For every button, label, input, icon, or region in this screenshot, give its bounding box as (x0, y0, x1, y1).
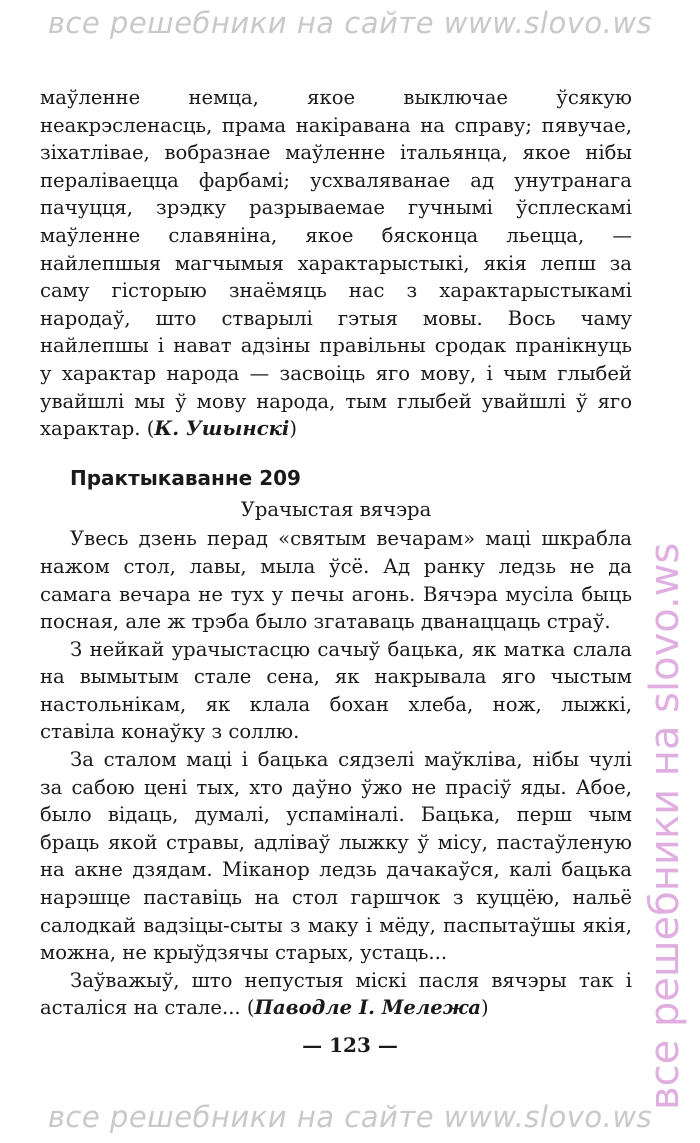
page-content (40, 84, 632, 1022)
header-watermark: все решебники на сайте www.slovo.ws (47, 6, 653, 40)
exercise-heading: Практыкаванне 209 (70, 465, 301, 490)
page-number: — 123 — (302, 1033, 398, 1057)
author-melezh: Паводле І. Мележа (254, 996, 481, 1020)
last-paragraph-text: Заўважыў, што непустыя міскі пасля вячэры так і асталіся на стале... (40, 968, 632, 1020)
continuation-paragraph: маўленне немца, якое выключае ўсякую неакрэсленасць, прама накіравана на справу; пявучае, зіхатлівае, вобразнае маўленне італьянца, якое нібы пераліваецца фарбамі; усхваляванае ад унутранага пачуцця, зрэдку разрываемае гучнымі ўсплескамі маўленне славяніна, якое бясконца льецца, — найлепшыя магчымыя характарыстыкі, якія лепш за саму гісторыю знаёмяць нас з характарыстыкамі народаў, што стварылі гэтыя мовы. Вось чаму найлепшы і нават адзіны правільны сродак пранікнуць у характар народа — засвоіць яго мову, і чым глыбей увайшлі мы ў мову народа, тым глыбей увайшлі ў яго характар. (К. Ушынскі) (40, 86, 632, 441)
paragraph-4: Заўважыў, што непустыя міскі пасля вячэры так і асталіся на стале... (Паводле І. Мележа) (40, 968, 632, 1020)
paragraph-3: За сталом маці і бацька сядзелі маўкліва, нібы чулі за сабою цені тых, хто даўно ўжо не прасіў яды. Абое, было відаць, думалі, успаміналі. Бацька, перш чым браць якой стравы, адліваў лыжку ў місу, пастаўленую на акне дзядам. Міканор ледзь дачакаўся, калі бацька нарэшце паставіць на стол гаршчок з куццёю, нальё салодкай вадзіцы-сыты з маку і мёду, паспытаўшы якія, можна, не крыўдзячы старых, устаць... (40, 748, 632, 965)
paragraph-2: З нейкай урачыстасцю сачыў бацька, як матка слала на вымытым стале сена, як накрывала яго чыстым настольнікам, як клала бохан хлеба, нож, лыжкі, ставіла конаўку з соллю. (40, 637, 632, 744)
side-watermark: все решебники на slovo.ws (642, 542, 688, 1110)
paragraph-1: Увесь дзень перад «святым вечарам» маці шкрабла нажом стол, лавы, мыла ўсё. Ад ранку ледзь не да самага вечара не тух у печы агонь. Вячэра мусіла быць посная, але ж трэба было згатаваць дванаццаць страў. (40, 527, 632, 634)
footer-watermark: все решебники на сайте www.slovo.ws (47, 1100, 653, 1134)
text-title: Урачыстая вячэра (240, 497, 432, 521)
author-ushynski: К. Ушынскі (154, 417, 290, 441)
continuation-text: маўленне немца, якое выключае ўсякую неакрэсленасць, прама накіравана на справу; пявучае, зіхатлівае, вобразнае маўленне італьянца, якое нібы пераліваецца фарбамі; усхваляванае ад унутранага пачуцця, зрэдку разрываемае гучнымі ўсплескамі маўленне славяніна, якое бясконца льецца, — найлепшыя магчымыя характарыстыкі, якія лепш за саму гісторыю знаёмяць нас з характарыстыкамі народаў, што стварылі гэтыя мовы. Вось чаму найлепшы і нават адзіны правільны сродак пранікнуць у характар народа — засвоіць яго мову, і чым глыбей увайшлі мы ў мову народа, тым глыбей увайшлі ў яго характар. (40, 86, 632, 441)
